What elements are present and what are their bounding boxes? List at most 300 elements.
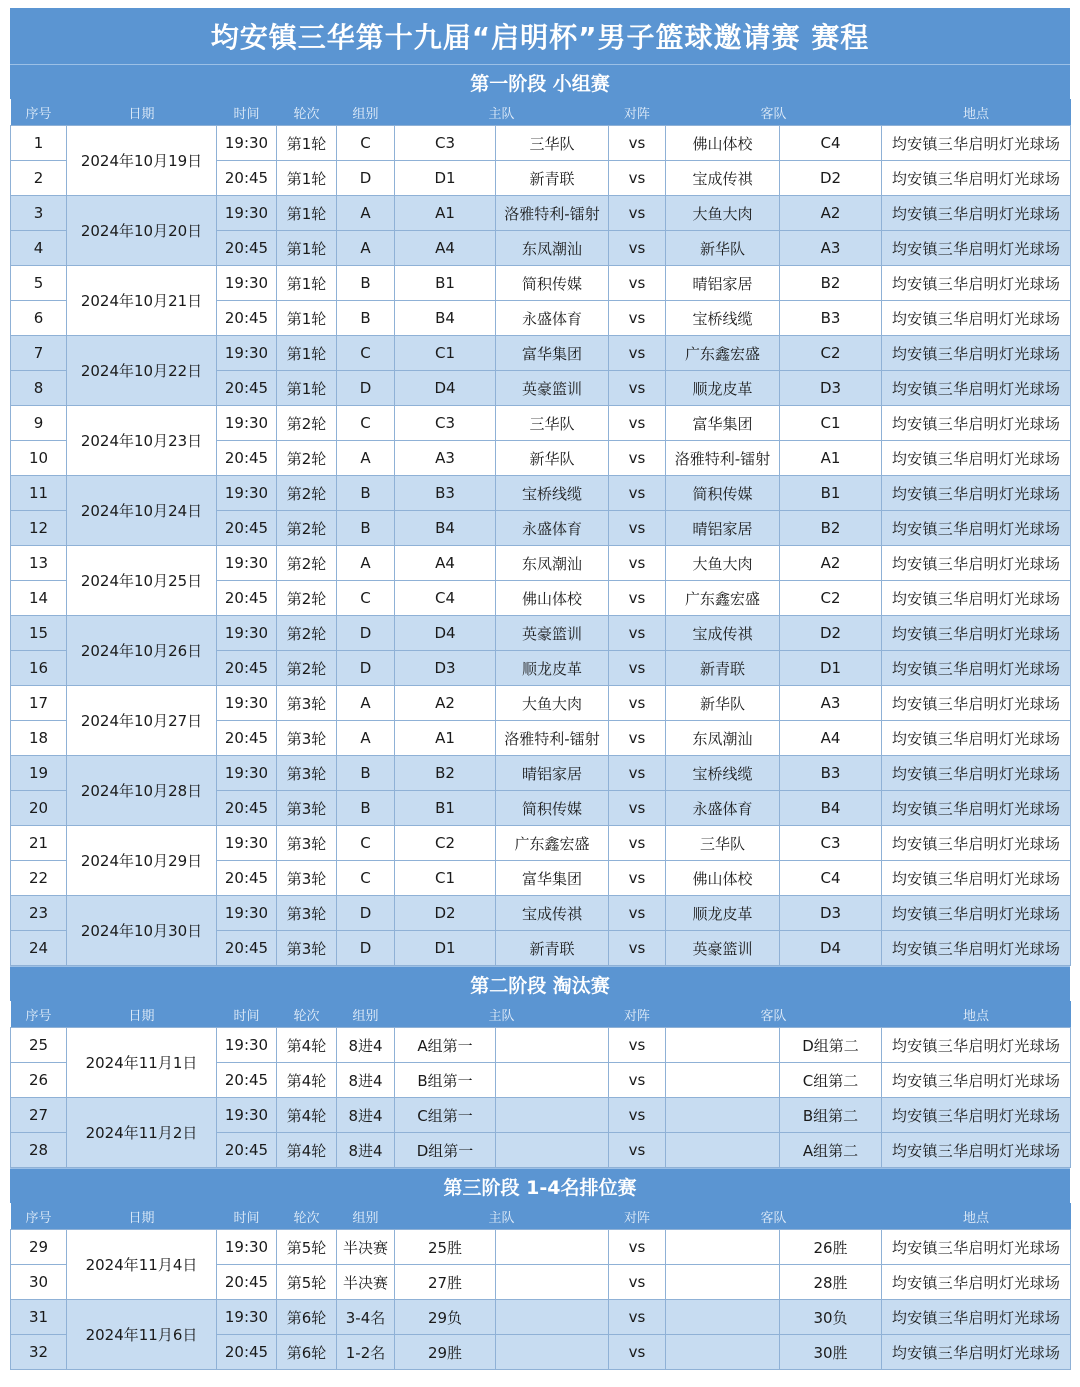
away-team: 宝桥线缆 bbox=[666, 756, 780, 791]
column-header-date: 日期 bbox=[67, 1203, 217, 1230]
game-date: 2024年10月25日 bbox=[67, 546, 217, 616]
game-round: 第1轮 bbox=[277, 126, 337, 161]
away-code: B2 bbox=[780, 511, 882, 546]
home-code: C4 bbox=[395, 581, 496, 616]
away-team: 晴铝家居 bbox=[666, 266, 780, 301]
away-code: D组第二 bbox=[780, 1028, 882, 1063]
game-date: 2024年10月20日 bbox=[67, 196, 217, 266]
home-team: 富华集团 bbox=[496, 861, 609, 896]
game-number: 2 bbox=[11, 161, 67, 196]
game-time: 19:30 bbox=[217, 616, 277, 651]
game-group: B bbox=[337, 301, 395, 336]
column-header-home: 主队 bbox=[395, 1203, 609, 1230]
away-team: 简积传媒 bbox=[666, 476, 780, 511]
game-number: 27 bbox=[11, 1098, 67, 1133]
game-date: 2024年10月24日 bbox=[67, 476, 217, 546]
home-code: 27胜 bbox=[395, 1265, 496, 1300]
venue: 均安镇三华启明灯光球场 bbox=[882, 126, 1071, 161]
schedule-table bbox=[10, 99, 1071, 966]
away-code: B2 bbox=[780, 266, 882, 301]
game-date: 2024年10月28日 bbox=[67, 756, 217, 826]
venue: 均安镇三华启明灯光球场 bbox=[882, 756, 1071, 791]
game-number: 25 bbox=[11, 1028, 67, 1063]
game-number: 6 bbox=[11, 301, 67, 336]
home-code: D1 bbox=[395, 161, 496, 196]
game-round: 第3轮 bbox=[277, 756, 337, 791]
stage-title: 第三阶段 1-4名排位赛 bbox=[10, 1168, 1070, 1203]
home-code: D组第一 bbox=[395, 1133, 496, 1168]
game-time: 19:30 bbox=[217, 266, 277, 301]
game-round: 第1轮 bbox=[277, 196, 337, 231]
game-group: C bbox=[337, 406, 395, 441]
game-time: 19:30 bbox=[217, 686, 277, 721]
game-round: 第5轮 bbox=[277, 1265, 337, 1300]
home-team bbox=[496, 1230, 609, 1265]
home-team bbox=[496, 1335, 609, 1370]
vs-label: vs bbox=[609, 896, 666, 931]
home-team: 新华队 bbox=[496, 441, 609, 476]
home-code: B2 bbox=[395, 756, 496, 791]
home-code: D3 bbox=[395, 651, 496, 686]
game-time: 19:30 bbox=[217, 1300, 277, 1335]
home-code: A组第一 bbox=[395, 1028, 496, 1063]
game-round: 第2轮 bbox=[277, 616, 337, 651]
away-team bbox=[666, 1063, 780, 1098]
game-group: B bbox=[337, 756, 395, 791]
vs-label: vs bbox=[609, 441, 666, 476]
away-team: 广东鑫宏盛 bbox=[666, 581, 780, 616]
column-header-vs: 对阵 bbox=[609, 99, 666, 126]
game-group: 8进4 bbox=[337, 1098, 395, 1133]
column-header-vs: 对阵 bbox=[609, 1203, 666, 1230]
vs-label: vs bbox=[609, 686, 666, 721]
column-header-no: 序号 bbox=[11, 1203, 67, 1230]
venue: 均安镇三华启明灯光球场 bbox=[882, 1335, 1071, 1370]
game-group: A bbox=[337, 231, 395, 266]
home-code: B4 bbox=[395, 511, 496, 546]
home-team: 新青联 bbox=[496, 931, 609, 966]
column-header-vs: 对阵 bbox=[609, 1001, 666, 1028]
vs-label: vs bbox=[609, 1230, 666, 1265]
home-code: 25胜 bbox=[395, 1230, 496, 1265]
schedule-page bbox=[10, 8, 1070, 1371]
table-row bbox=[11, 896, 1071, 931]
venue: 均安镇三华启明灯光球场 bbox=[882, 196, 1071, 231]
game-time: 19:30 bbox=[217, 896, 277, 931]
away-code: B3 bbox=[780, 301, 882, 336]
venue: 均安镇三华启明灯光球场 bbox=[882, 651, 1071, 686]
game-number: 17 bbox=[11, 686, 67, 721]
column-header-group: 组别 bbox=[337, 1001, 395, 1028]
game-round: 第3轮 bbox=[277, 686, 337, 721]
table-row bbox=[11, 616, 1071, 651]
game-time: 19:30 bbox=[217, 126, 277, 161]
venue: 均安镇三华启明灯光球场 bbox=[882, 616, 1071, 651]
venue: 均安镇三华启明灯光球场 bbox=[882, 896, 1071, 931]
venue: 均安镇三华启明灯光球场 bbox=[882, 1028, 1071, 1063]
venue: 均安镇三华启明灯光球场 bbox=[882, 791, 1071, 826]
away-code: C4 bbox=[780, 126, 882, 161]
game-group: C bbox=[337, 336, 395, 371]
vs-label: vs bbox=[609, 511, 666, 546]
home-team bbox=[496, 1028, 609, 1063]
game-date: 2024年10月23日 bbox=[67, 406, 217, 476]
page-title: 均安镇三华第十九届“启明杯”男子篮球邀请赛 赛程 bbox=[10, 8, 1070, 64]
venue: 均安镇三华启明灯光球场 bbox=[882, 1265, 1071, 1300]
venue: 均安镇三华启明灯光球场 bbox=[882, 1063, 1071, 1098]
home-team: 新青联 bbox=[496, 161, 609, 196]
vs-label: vs bbox=[609, 1063, 666, 1098]
game-time: 19:30 bbox=[217, 196, 277, 231]
game-number: 23 bbox=[11, 896, 67, 931]
venue: 均安镇三华启明灯光球场 bbox=[882, 1133, 1071, 1168]
venue: 均安镇三华启明灯光球场 bbox=[882, 686, 1071, 721]
game-time: 20:45 bbox=[217, 581, 277, 616]
table-row bbox=[11, 756, 1071, 791]
home-team: 三华队 bbox=[496, 406, 609, 441]
away-code: C4 bbox=[780, 861, 882, 896]
game-round: 第4轮 bbox=[277, 1028, 337, 1063]
venue: 均安镇三华启明灯光球场 bbox=[882, 1230, 1071, 1265]
game-time: 20:45 bbox=[217, 161, 277, 196]
home-team: 宝成传祺 bbox=[496, 896, 609, 931]
game-round: 第2轮 bbox=[277, 511, 337, 546]
game-round: 第1轮 bbox=[277, 161, 337, 196]
game-date: 2024年10月22日 bbox=[67, 336, 217, 406]
away-code: 28胜 bbox=[780, 1265, 882, 1300]
vs-label: vs bbox=[609, 791, 666, 826]
vs-label: vs bbox=[609, 126, 666, 161]
game-round: 第3轮 bbox=[277, 896, 337, 931]
home-code: A4 bbox=[395, 231, 496, 266]
home-code: C3 bbox=[395, 406, 496, 441]
home-code: D4 bbox=[395, 616, 496, 651]
home-team bbox=[496, 1098, 609, 1133]
game-date: 2024年11月4日 bbox=[67, 1230, 217, 1300]
away-team bbox=[666, 1028, 780, 1063]
game-time: 20:45 bbox=[217, 861, 277, 896]
table-row bbox=[11, 406, 1071, 441]
venue: 均安镇三华启明灯光球场 bbox=[882, 231, 1071, 266]
vs-label: vs bbox=[609, 721, 666, 756]
home-team: 东凤潮汕 bbox=[496, 546, 609, 581]
away-team: 晴铝家居 bbox=[666, 511, 780, 546]
game-group: 8进4 bbox=[337, 1133, 395, 1168]
venue: 均安镇三华启明灯光球场 bbox=[882, 861, 1071, 896]
home-team: 富华集团 bbox=[496, 336, 609, 371]
game-time: 20:45 bbox=[217, 511, 277, 546]
away-team: 佛山体校 bbox=[666, 126, 780, 161]
venue: 均安镇三华启明灯光球场 bbox=[882, 1098, 1071, 1133]
away-code: 30胜 bbox=[780, 1335, 882, 1370]
column-header-round: 轮次 bbox=[277, 99, 337, 126]
game-time: 20:45 bbox=[217, 1265, 277, 1300]
column-header-no: 序号 bbox=[11, 99, 67, 126]
away-team: 顺龙皮革 bbox=[666, 896, 780, 931]
table-row bbox=[11, 126, 1071, 161]
vs-label: vs bbox=[609, 826, 666, 861]
table-row bbox=[11, 1300, 1071, 1335]
game-number: 12 bbox=[11, 511, 67, 546]
home-team: 晴铝家居 bbox=[496, 756, 609, 791]
column-header-round: 轮次 bbox=[277, 1001, 337, 1028]
home-code: C组第一 bbox=[395, 1098, 496, 1133]
game-group: B bbox=[337, 476, 395, 511]
home-code: D2 bbox=[395, 896, 496, 931]
game-time: 20:45 bbox=[217, 441, 277, 476]
home-code: D1 bbox=[395, 931, 496, 966]
away-code: D3 bbox=[780, 896, 882, 931]
game-group: A bbox=[337, 721, 395, 756]
game-date: 2024年10月26日 bbox=[67, 616, 217, 686]
away-code: A1 bbox=[780, 441, 882, 476]
game-number: 26 bbox=[11, 1063, 67, 1098]
game-group: D bbox=[337, 931, 395, 966]
venue: 均安镇三华启明灯光球场 bbox=[882, 266, 1071, 301]
game-number: 7 bbox=[11, 336, 67, 371]
game-round: 第2轮 bbox=[277, 651, 337, 686]
game-round: 第3轮 bbox=[277, 721, 337, 756]
game-group: D bbox=[337, 651, 395, 686]
home-team: 三华队 bbox=[496, 126, 609, 161]
game-round: 第1轮 bbox=[277, 266, 337, 301]
home-code: B3 bbox=[395, 476, 496, 511]
game-number: 3 bbox=[11, 196, 67, 231]
vs-label: vs bbox=[609, 406, 666, 441]
home-team: 大鱼大肉 bbox=[496, 686, 609, 721]
column-header-home: 主队 bbox=[395, 1001, 609, 1028]
header-row bbox=[11, 1001, 1071, 1028]
column-header-venue: 地点 bbox=[882, 1001, 1071, 1028]
home-code: A1 bbox=[395, 721, 496, 756]
game-round: 第4轮 bbox=[277, 1098, 337, 1133]
away-team: 新华队 bbox=[666, 231, 780, 266]
game-round: 第1轮 bbox=[277, 301, 337, 336]
table-row bbox=[11, 266, 1071, 301]
away-team bbox=[666, 1098, 780, 1133]
game-number: 30 bbox=[11, 1265, 67, 1300]
away-code: A3 bbox=[780, 686, 882, 721]
game-time: 20:45 bbox=[217, 1335, 277, 1370]
away-code: D2 bbox=[780, 161, 882, 196]
away-team bbox=[666, 1300, 780, 1335]
home-team bbox=[496, 1265, 609, 1300]
away-code: B组第二 bbox=[780, 1098, 882, 1133]
home-code: A1 bbox=[395, 196, 496, 231]
game-number: 29 bbox=[11, 1230, 67, 1265]
header-row bbox=[11, 1203, 1071, 1230]
vs-label: vs bbox=[609, 371, 666, 406]
away-team: 顺龙皮革 bbox=[666, 371, 780, 406]
column-header-date: 日期 bbox=[67, 1001, 217, 1028]
home-team: 洛雅特利-镭射 bbox=[496, 196, 609, 231]
home-team: 简积传媒 bbox=[496, 266, 609, 301]
vs-label: vs bbox=[609, 336, 666, 371]
table-row bbox=[11, 1230, 1071, 1265]
game-date: 2024年10月21日 bbox=[67, 266, 217, 336]
away-team: 洛雅特利-镭射 bbox=[666, 441, 780, 476]
home-team: 宝桥线缆 bbox=[496, 476, 609, 511]
away-team: 大鱼大肉 bbox=[666, 546, 780, 581]
vs-label: vs bbox=[609, 1265, 666, 1300]
away-team: 富华集团 bbox=[666, 406, 780, 441]
game-number: 13 bbox=[11, 546, 67, 581]
away-team: 广东鑫宏盛 bbox=[666, 336, 780, 371]
game-time: 20:45 bbox=[217, 1133, 277, 1168]
home-code: A4 bbox=[395, 546, 496, 581]
vs-label: vs bbox=[609, 1300, 666, 1335]
game-group: C bbox=[337, 826, 395, 861]
game-time: 20:45 bbox=[217, 301, 277, 336]
table-row bbox=[11, 1098, 1071, 1133]
column-header-venue: 地点 bbox=[882, 99, 1071, 126]
venue: 均安镇三华启明灯光球场 bbox=[882, 826, 1071, 861]
venue: 均安镇三华启明灯光球场 bbox=[882, 336, 1071, 371]
game-date: 2024年10月30日 bbox=[67, 896, 217, 966]
game-round: 第3轮 bbox=[277, 861, 337, 896]
game-group: D bbox=[337, 896, 395, 931]
away-team: 大鱼大肉 bbox=[666, 196, 780, 231]
away-code: C2 bbox=[780, 336, 882, 371]
game-round: 第2轮 bbox=[277, 476, 337, 511]
game-round: 第3轮 bbox=[277, 826, 337, 861]
game-group: D bbox=[337, 616, 395, 651]
home-team: 简积传媒 bbox=[496, 791, 609, 826]
venue: 均安镇三华启明灯光球场 bbox=[882, 581, 1071, 616]
home-team bbox=[496, 1063, 609, 1098]
game-group: A bbox=[337, 546, 395, 581]
game-number: 21 bbox=[11, 826, 67, 861]
game-number: 16 bbox=[11, 651, 67, 686]
game-round: 第2轮 bbox=[277, 546, 337, 581]
venue: 均安镇三华启明灯光球场 bbox=[882, 546, 1071, 581]
game-number: 22 bbox=[11, 861, 67, 896]
game-round: 第2轮 bbox=[277, 581, 337, 616]
away-code: A2 bbox=[780, 196, 882, 231]
game-date: 2024年10月27日 bbox=[67, 686, 217, 756]
vs-label: vs bbox=[609, 546, 666, 581]
game-time: 19:30 bbox=[217, 336, 277, 371]
vs-label: vs bbox=[609, 581, 666, 616]
stages-container bbox=[10, 64, 1070, 1370]
vs-label: vs bbox=[609, 756, 666, 791]
away-code: D3 bbox=[780, 371, 882, 406]
home-code: B1 bbox=[395, 791, 496, 826]
table-row bbox=[11, 546, 1071, 581]
game-number: 32 bbox=[11, 1335, 67, 1370]
game-time: 19:30 bbox=[217, 1230, 277, 1265]
away-code: C组第二 bbox=[780, 1063, 882, 1098]
venue: 均安镇三华启明灯光球场 bbox=[882, 721, 1071, 756]
game-number: 9 bbox=[11, 406, 67, 441]
game-time: 19:30 bbox=[217, 1098, 277, 1133]
game-number: 4 bbox=[11, 231, 67, 266]
table-row bbox=[11, 1028, 1071, 1063]
away-team: 宝成传祺 bbox=[666, 161, 780, 196]
game-group: 8进4 bbox=[337, 1063, 395, 1098]
home-code: B组第一 bbox=[395, 1063, 496, 1098]
game-group: C bbox=[337, 581, 395, 616]
vs-label: vs bbox=[609, 196, 666, 231]
game-number: 15 bbox=[11, 616, 67, 651]
away-code: B3 bbox=[780, 756, 882, 791]
home-code: C1 bbox=[395, 861, 496, 896]
home-team: 英豪篮训 bbox=[496, 371, 609, 406]
game-group: A bbox=[337, 686, 395, 721]
venue: 均安镇三华启明灯光球场 bbox=[882, 371, 1071, 406]
game-number: 10 bbox=[11, 441, 67, 476]
column-header-venue: 地点 bbox=[882, 1203, 1071, 1230]
away-code: 26胜 bbox=[780, 1230, 882, 1265]
vs-label: vs bbox=[609, 861, 666, 896]
game-number: 8 bbox=[11, 371, 67, 406]
game-time: 20:45 bbox=[217, 231, 277, 266]
away-team: 宝桥线缆 bbox=[666, 301, 780, 336]
away-code: D4 bbox=[780, 931, 882, 966]
column-header-time: 时间 bbox=[217, 1203, 277, 1230]
game-group: B bbox=[337, 791, 395, 826]
home-team bbox=[496, 1300, 609, 1335]
away-code: C2 bbox=[780, 581, 882, 616]
away-team bbox=[666, 1265, 780, 1300]
column-header-time: 时间 bbox=[217, 1001, 277, 1028]
game-time: 19:30 bbox=[217, 546, 277, 581]
vs-label: vs bbox=[609, 1028, 666, 1063]
home-code: B1 bbox=[395, 266, 496, 301]
game-round: 第5轮 bbox=[277, 1230, 337, 1265]
away-team bbox=[666, 1230, 780, 1265]
schedule-table bbox=[10, 1001, 1071, 1168]
game-time: 20:45 bbox=[217, 1063, 277, 1098]
home-code: C1 bbox=[395, 336, 496, 371]
game-round: 第6轮 bbox=[277, 1300, 337, 1335]
game-group: 3-4名 bbox=[337, 1300, 395, 1335]
vs-label: vs bbox=[609, 616, 666, 651]
venue: 均安镇三华启明灯光球场 bbox=[882, 161, 1071, 196]
away-team: 永盛体育 bbox=[666, 791, 780, 826]
away-code: 30负 bbox=[780, 1300, 882, 1335]
away-code: A2 bbox=[780, 546, 882, 581]
game-time: 20:45 bbox=[217, 931, 277, 966]
home-code: C3 bbox=[395, 126, 496, 161]
game-round: 第4轮 bbox=[277, 1063, 337, 1098]
away-team: 新华队 bbox=[666, 686, 780, 721]
vs-label: vs bbox=[609, 1098, 666, 1133]
game-round: 第3轮 bbox=[277, 931, 337, 966]
away-code: A3 bbox=[780, 231, 882, 266]
home-code: 29胜 bbox=[395, 1335, 496, 1370]
away-team: 英豪篮训 bbox=[666, 931, 780, 966]
venue: 均安镇三华启明灯光球场 bbox=[882, 1300, 1071, 1335]
game-round: 第1轮 bbox=[277, 231, 337, 266]
schedule-table bbox=[10, 1203, 1071, 1370]
home-team: 广东鑫宏盛 bbox=[496, 826, 609, 861]
away-team bbox=[666, 1335, 780, 1370]
away-code: D1 bbox=[780, 651, 882, 686]
column-header-time: 时间 bbox=[217, 99, 277, 126]
vs-label: vs bbox=[609, 1335, 666, 1370]
game-time: 19:30 bbox=[217, 476, 277, 511]
game-time: 20:45 bbox=[217, 651, 277, 686]
venue: 均安镇三华启明灯光球场 bbox=[882, 406, 1071, 441]
vs-label: vs bbox=[609, 1133, 666, 1168]
game-group: A bbox=[337, 196, 395, 231]
column-header-group: 组别 bbox=[337, 1203, 395, 1230]
away-team: 宝成传祺 bbox=[666, 616, 780, 651]
game-group: 半决赛 bbox=[337, 1265, 395, 1300]
game-round: 第1轮 bbox=[277, 371, 337, 406]
game-group: B bbox=[337, 266, 395, 301]
